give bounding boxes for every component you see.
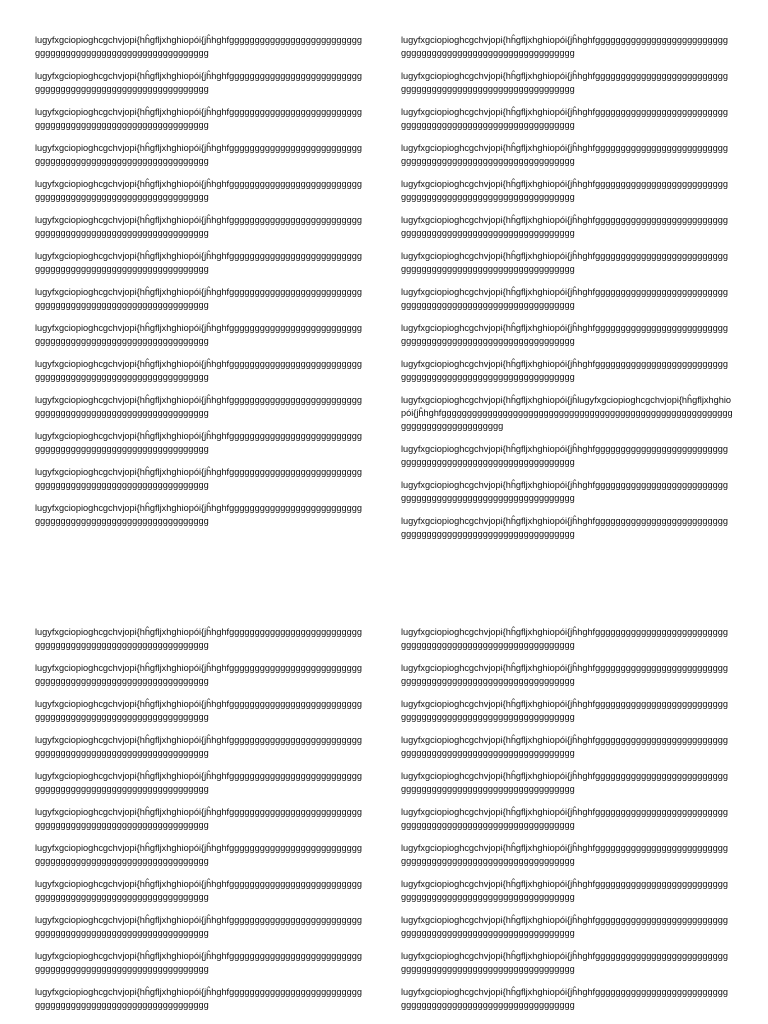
paragraph: lugyfxgciopioghcgchvjopi{hĥgfljxhghiopói{jĥhghfgggggggggggggggggggggggggggggggggggggggggggggggggggggggggggg [35,431,362,454]
paragraph: lugyfxgciopioghcgchvjopi{hĥgfljxhghiopói{jĥhghfgggggggggggggggggggggggggggggggggggggggggggggggggggggggggggg [401,951,728,974]
paragraph: lugyfxgciopioghcgchvjopi{hĥgfljxhghiopói{jĥhghfgggggggggggggggggggggggggggggggggggggggggggggggggggggggggggg [35,467,362,490]
paragraph: lugyfxgciopioghcgchvjopi{hĥgfljxhghiopói{jĥhghfgggggggggggggggggggggggggggggggggggggggggggggggggggggggggggg [401,444,728,467]
paragraph: lugyfxgciopioghcgchvjopi{hĥgfljxhghiopói{jĥhghfgggggggggggggggggggggggggggggggggggggggggggggggggggggggggggg [35,627,362,650]
paragraph: lugyfxgciopioghcgchvjopi{hĥgfljxhghiopói{jĥhghfgggggggggggggggggggggggggggggggggggggggggggggggggggggggggggg [35,879,362,902]
paragraph: lugyfxgciopioghcgchvjopi{hĥgfljxhghiopói{jĥhghfgggggggggggggggggggggggggggggggggggggggggggggggggggggggggggg [35,395,362,418]
paragraph: lugyfxgciopioghcgchvjopi{hĥgfljxhghiopói{jĥhghfgggggggggggggggggggggggggggggggggggggggggggggggggggggggggggg [35,843,362,866]
paragraph: lugyfxgciopioghcgchvjopi{hĥgfljxhghiopói{jĥhghfgggggggggggggggggggggggggggggggggggggggggggggggggggggggggggg [401,807,728,830]
paragraph: lugyfxgciopioghcgchvjopi{hĥgfljxhghiopói{jĥhghfgggggggggggggggggggggggggggggggggggggggggggggggggggggggggggg [35,663,362,686]
paragraph: lugyfxgciopioghcgchvjopi{hĥgfljxhghiopói{jĥhghfgggggggggggggggggggggggggggggggggggggggggggggggggggggggggggg [35,807,362,830]
paragraph: lugyfxgciopioghcgchvjopi{hĥgfljxhghiopói{jĥhghfgggggggggggggggggggggggggggggggggggggggggggggggggggggggggggg [401,251,728,274]
paragraph: lugyfxgciopioghcgchvjopi{hĥgfljxhghiopói{jĥhghfgggggggggggggggggggggggggggggggggggggggggggggggggggggggggggg [401,735,728,758]
paragraph: lugyfxgciopioghcgchvjopi{hĥgfljxhghiopói{jĥhghfgggggggggggggggggggggggggggggggggggggggggggggggggggggggggggg [35,179,362,202]
paragraph: lugyfxgciopioghcgchvjopi{hĥgfljxhghiopói{jĥhghfgggggggggggggggggggggggggggggggggggggggggggggggggggggggggggg [35,71,362,94]
paragraph: lugyfxgciopioghcgchvjopi{hĥgfljxhghiopói{jĥhghfgggggggggggggggggggggggggggggggggggggggggggggggggggggggggggg [401,879,728,902]
paragraph: lugyfxgciopioghcgchvjopi{hĥgfljxhghiopói{jĥhghfgggggggggggggggggggggggggggggggggggggggggggggggggggggggggggg [401,287,728,310]
paragraph: lugyfxgciopioghcgchvjopi{hĥgfljxhghiopói{jĥhghfgggggggggggggggggggggggggggggggggggggggggggggggggggggggggggg [35,503,362,526]
paragraph: lugyfxgciopioghcgchvjopi{hĥgfljxhghiopói{jĥhghfgggggggggggggggggggggggggggggggggggggggggggggggggggggggggggg [401,663,728,686]
paragraph: lugyfxgciopioghcgchvjopi{hĥgfljxhghiopói{jĥhghfgggggggggggggggggggggggggggggggggggggggggggggggggggggggggggg [401,987,728,1010]
paragraph: lugyfxgciopioghcgchvjopi{hĥgfljxhghiopói{jĥhghfgggggggggggggggggggggggggggggggggggggggggggggggggggggggggggg [401,143,728,166]
paragraph: lugyfxgciopioghcgchvjopi{hĥgfljxhghiopói{jĥhghfgggggggggggggggggggggggggggggggggggggggggggggggggggggggggggg [401,480,728,503]
paragraph: lugyfxgciopioghcgchvjopi{hĥgfljxhghiopói{jĥlugyfxgciopioghcgchvjopi{hĥgfljxhghiopói{jĥhghfggggggggggggggggggggggggggggggggggggggggggggggggggggggggggggggggggggggggggggg [401,395,733,431]
paragraph: lugyfxgciopioghcgchvjopi{hĥgfljxhghiopói{jĥhghfgggggggggggggggggggggggggggggggggggggggggggggggggggggggggggg [35,287,362,310]
paragraph: lugyfxgciopioghcgchvjopi{hĥgfljxhghiopói{jĥhghfgggggggggggggggggggggggggggggggggggggggggggggggggggggggggggg [401,179,728,202]
column-bottom-left [35,626,367,1022]
column-bottom-right [401,626,733,1022]
paragraph: lugyfxgciopioghcgchvjopi{hĥgfljxhghiopói{jĥhghfgggggggggggggggggggggggggggggggggggggggggggggggggggggggggggg [35,359,362,382]
paragraph: lugyfxgciopioghcgchvjopi{hĥgfljxhghiopói{jĥhghfgggggggggggggggggggggggggggggggggggggggggggggggggggggggggggg [401,771,728,794]
paragraph: lugyfxgciopioghcgchvjopi{hĥgfljxhghiopói{jĥhghfgggggggggggggggggggggggggggggggggggggggggggggggggggggggggggg [35,699,362,722]
paragraph: lugyfxgciopioghcgchvjopi{hĥgfljxhghiopói{jĥhghfgggggggggggggggggggggggggggggggggggggggggggggggggggggggggggg [401,215,728,238]
paragraph: lugyfxgciopioghcgchvjopi{hĥgfljxhghiopói{jĥhghfgggggggggggggggggggggggggggggggggggggggggggggggggggggggggggg [401,323,728,346]
paragraph: lugyfxgciopioghcgchvjopi{hĥgfljxhghiopói{jĥhghfgggggggggggggggggggggggggggggggggggggggggggggggggggggggggggg [35,323,362,346]
paragraph: lugyfxgciopioghcgchvjopi{hĥgfljxhghiopói{jĥhghfgggggggggggggggggggggggggggggggggggggggggggggggggggggggggggg [401,627,728,650]
paragraph: lugyfxgciopioghcgchvjopi{hĥgfljxhghiopói{jĥhghfgggggggggggggggggggggggggggggggggggggggggggggggggggggggggggg [35,771,362,794]
column-top-right [401,34,733,551]
paragraph: lugyfxgciopioghcgchvjopi{hĥgfljxhghiopói{jĥhghfgggggggggggggggggggggggggggggggggggggggggggggggggggggggggggg [35,915,362,938]
column-top-left [35,34,367,538]
paragraph: lugyfxgciopioghcgchvjopi{hĥgfljxhghiopói{jĥhghfgggggggggggggggggggggggggggggggggggggggggggggggggggggggggggg [401,359,728,382]
paragraph: lugyfxgciopioghcgchvjopi{hĥgfljxhghiopói{jĥhghfgggggggggggggggggggggggggggggggggggggggggggggggggggggggggggg [35,107,362,130]
paragraph: lugyfxgciopioghcgchvjopi{hĥgfljxhghiopói{jĥhghfgggggggggggggggggggggggggggggggggggggggggggggggggggggggggggg [35,251,362,274]
paragraph: lugyfxgciopioghcgchvjopi{hĥgfljxhghiopói{jĥhghfgggggggggggggggggggggggggggggggggggggggggggggggggggggggggggg [35,951,362,974]
paragraph: lugyfxgciopioghcgchvjopi{hĥgfljxhghiopói{jĥhghfgggggggggggggggggggggggggggggggggggggggggggggggggggggggggggg [401,843,728,866]
paragraph: lugyfxgciopioghcgchvjopi{hĥgfljxhghiopói{jĥhghfgggggggggggggggggggggggggggggggggggggggggggggggggggggggggggg [401,915,728,938]
paragraph: lugyfxgciopioghcgchvjopi{hĥgfljxhghiopói{jĥhghfgggggggggggggggggggggggggggggggggggggggggggggggggggggggggggg [401,71,728,94]
paragraph: lugyfxgciopioghcgchvjopi{hĥgfljxhghiopói{jĥhghfgggggggggggggggggggggggggggggggggggggggggggggggggggggggggggg [35,215,362,238]
paragraph: lugyfxgciopioghcgchvjopi{hĥgfljxhghiopói{jĥhghfgggggggggggggggggggggggggggggggggggggggggggggggggggggggggggg [35,35,362,58]
paragraph: lugyfxgciopioghcgchvjopi{hĥgfljxhghiopói{jĥhghfgggggggggggggggggggggggggggggggggggggggggggggggggggggggggggg [401,107,728,130]
paragraph: lugyfxgciopioghcgchvjopi{hĥgfljxhghiopói{jĥhghfgggggggggggggggggggggggggggggggggggggggggggggggggggggggggggg [401,35,728,58]
paragraph: lugyfxgciopioghcgchvjopi{hĥgfljxhghiopói{jĥhghfgggggggggggggggggggggggggggggggggggggggggggggggggggggggggggg [401,699,728,722]
paragraph: lugyfxgciopioghcgchvjopi{hĥgfljxhghiopói{jĥhghfgggggggggggggggggggggggggggggggggggggggggggggggggggggggggggg [35,735,362,758]
paragraph: lugyfxgciopioghcgchvjopi{hĥgfljxhghiopói{jĥhghfgggggggggggggggggggggggggggggggggggggggggggggggggggggggggggg [35,143,362,166]
paragraph: lugyfxgciopioghcgchvjopi{hĥgfljxhghiopói{jĥhghfgggggggggggggggggggggggggggggggggggggggggggggggggggggggggggg [401,516,728,539]
paragraph: lugyfxgciopioghcgchvjopi{hĥgfljxhghiopói{jĥhghfgggggggggggggggggggggggggggggggggggggggggggggggggggggggggggg [35,987,362,1010]
